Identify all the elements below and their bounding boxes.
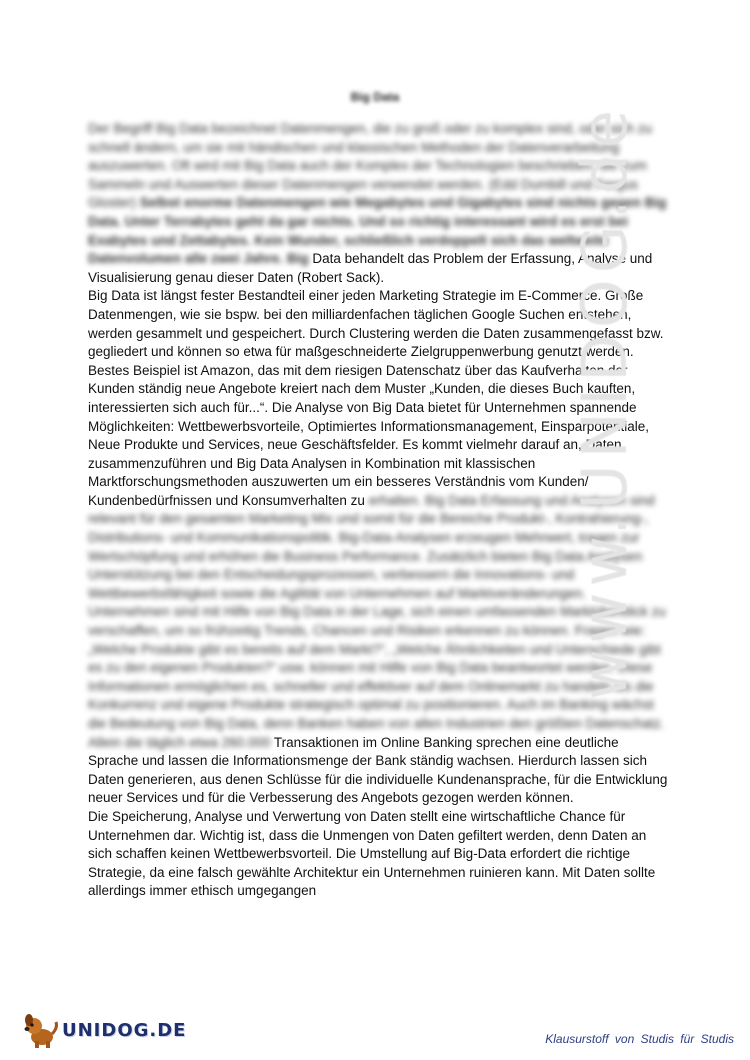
text-segment: erhalten. Big Data Erfassung und Analysen sind relevant für den gesamten Marketing Mix und somit für die Bereiche Produkt-, Kontrahierung-, Distributions- und Kommunikationspolitik. Big-Data-Analysen erzeugen Mehrwert, tragen zur Wertschöpfung und erhöhen die Business Performance. Zusätzlich bieten Big Data Analysen Unterstützung bei den Entscheidungsprozessen, verbessern die Innovations- und Wettbewerbsfähigkeit sowie die Agilität von Unternehmen auf Marktveränderungen. Unternehmen sind mit Hilfe von Big Data in der Lage, sich einen umfassenden Marktüberblick zu verschaffen, um so frühzeitig Trends, Chancen und Risiken erkennen zu können. Fragen wie: „Welche Produkte gibt es bereits auf dem Markt?“, „Welche Ähnlichkeiten und Unterschiede gibt es zu den eigenen Produkten?“ usw. können mit Hilfe von Big Data beantwortet werden. Diese Informationen ermöglichen es, schneller und effektiver auf dem Onlinemarkt zu handeln als die Konkurrenz und eigene Produkte strategisch optimal zu positionieren. Auch im Banking wächst die Bedeutung von Big Data, denn Banken haben von allen Industrien den größten Datenschatz. Allein die täglich etwa 260.000 — [88, 492, 666, 750]
text-segment: Transaktionen im Online Banking sprechen eine deutliche Sprache und lassen die Informationsmenge der Bank ständig wachsen. Hierdurch lassen sich Daten generieren, aus denen Schlüsse für die individuelle Kundenansprache, für die Entwicklung neuer Services und für die Verbesserung des Angebots gezogen werden können. — [88, 734, 668, 806]
text-segment: Die Speicherung, Analyse und Verwertung von Daten stellt eine wirtschaftliche Chance für Unternehmen dar. Wichtig ist, dass die Unmengen von Daten gefiltert werden, denn Daten an sich schaffen keinen Wettbewerbsvorteil. Die Umstellung auf Big-Data erfordert die richtige Strategie, da eine falsch gewählte Architektur ein Unternehmen ruinieren kann. Mit Daten sollte allerdings immer ethisch umgegangen — [88, 808, 656, 899]
logo-text: UNIDOG.DE — [62, 1019, 187, 1041]
text-segment: Data behandelt das Problem der Erfassung, Analyse und Visualisierung genau dieser Daten (Robert Sack). — [88, 251, 653, 285]
watermark: www.UNIDOG.de — [568, 104, 641, 700]
paragraph — [88, 808, 668, 901]
footer-logo[interactable] — [20, 1010, 186, 1050]
footer-tagline: Klausurstoff von Studis für Studis — [545, 1032, 734, 1046]
text-segment: Selbst enorme Datenmengen wie Megabytes und Gigabytes sind nichts gegen Big Data. Unter Terrabytes geht da gar nichts. Und so richtig interessant wird es erst bei Exabytes und Zettabytes. Kein Wunder, schließlich verdoppelt sich das weltweite Datenvolumen alle zwei Jahre. Big — [88, 195, 667, 267]
dog-icon — [20, 1010, 60, 1050]
document-title: Big Data — [350, 90, 400, 104]
text-segment: Big Data ist längst fester Bestandteil einer jeden Marketing Strategie im E-Commerce. Große Datenmengen, wie sie bspw. bei den milliardenfachen täglichen Google Suchen entstehen, werden gesammelt und gespeichert. Durch Clustering werden die Daten zusammengefasst bzw. gegliedert und können so etwa für maßgeschneiderte Zielgruppenwerbung genutzt werden. Bestes Beispiel ist Amazon, das mit dem riesigen Datenschatz über das Kaufverhalten der Kunden ständig neue Angebote kreiert nach dem Muster „Kunden, die dieses Buch kauften, interessierten sich auch für...“. Die Analyse von Big Data bietet für Unternehmen spannende Möglichkeiten: Wettbewerbsvorteile, Optimiertes Informationsmanagement, Einsparpotentiale, Neue Produkte und Services, neue Geschäftsfelder. Es kommt vielmehr darauf an, Daten zusammenzuführen und Big Data Analysen in Kombination mit klassischen Marktforschungsmethoden auszuwerten um ein besseres Verständnis vom Kunden/ Kundenbedürfnissen und Konsumverhalten zu — [88, 288, 664, 508]
text-segment: Der Begriff Big Data bezeichnet Datenmengen, die zu groß oder zu komplex sind, oder sich zu schnell ändern, um sie mit händischen und klassischen Methoden der Datenverarbeitung auszuwerten. Oft wird mit Big Data auch der Komplex der Technologien beschrieben, die zum Sammeln und Auswerten dieser Datenmengen verwendet werden. (Edd Dumbill und Fergus Gloster) — [88, 121, 653, 211]
